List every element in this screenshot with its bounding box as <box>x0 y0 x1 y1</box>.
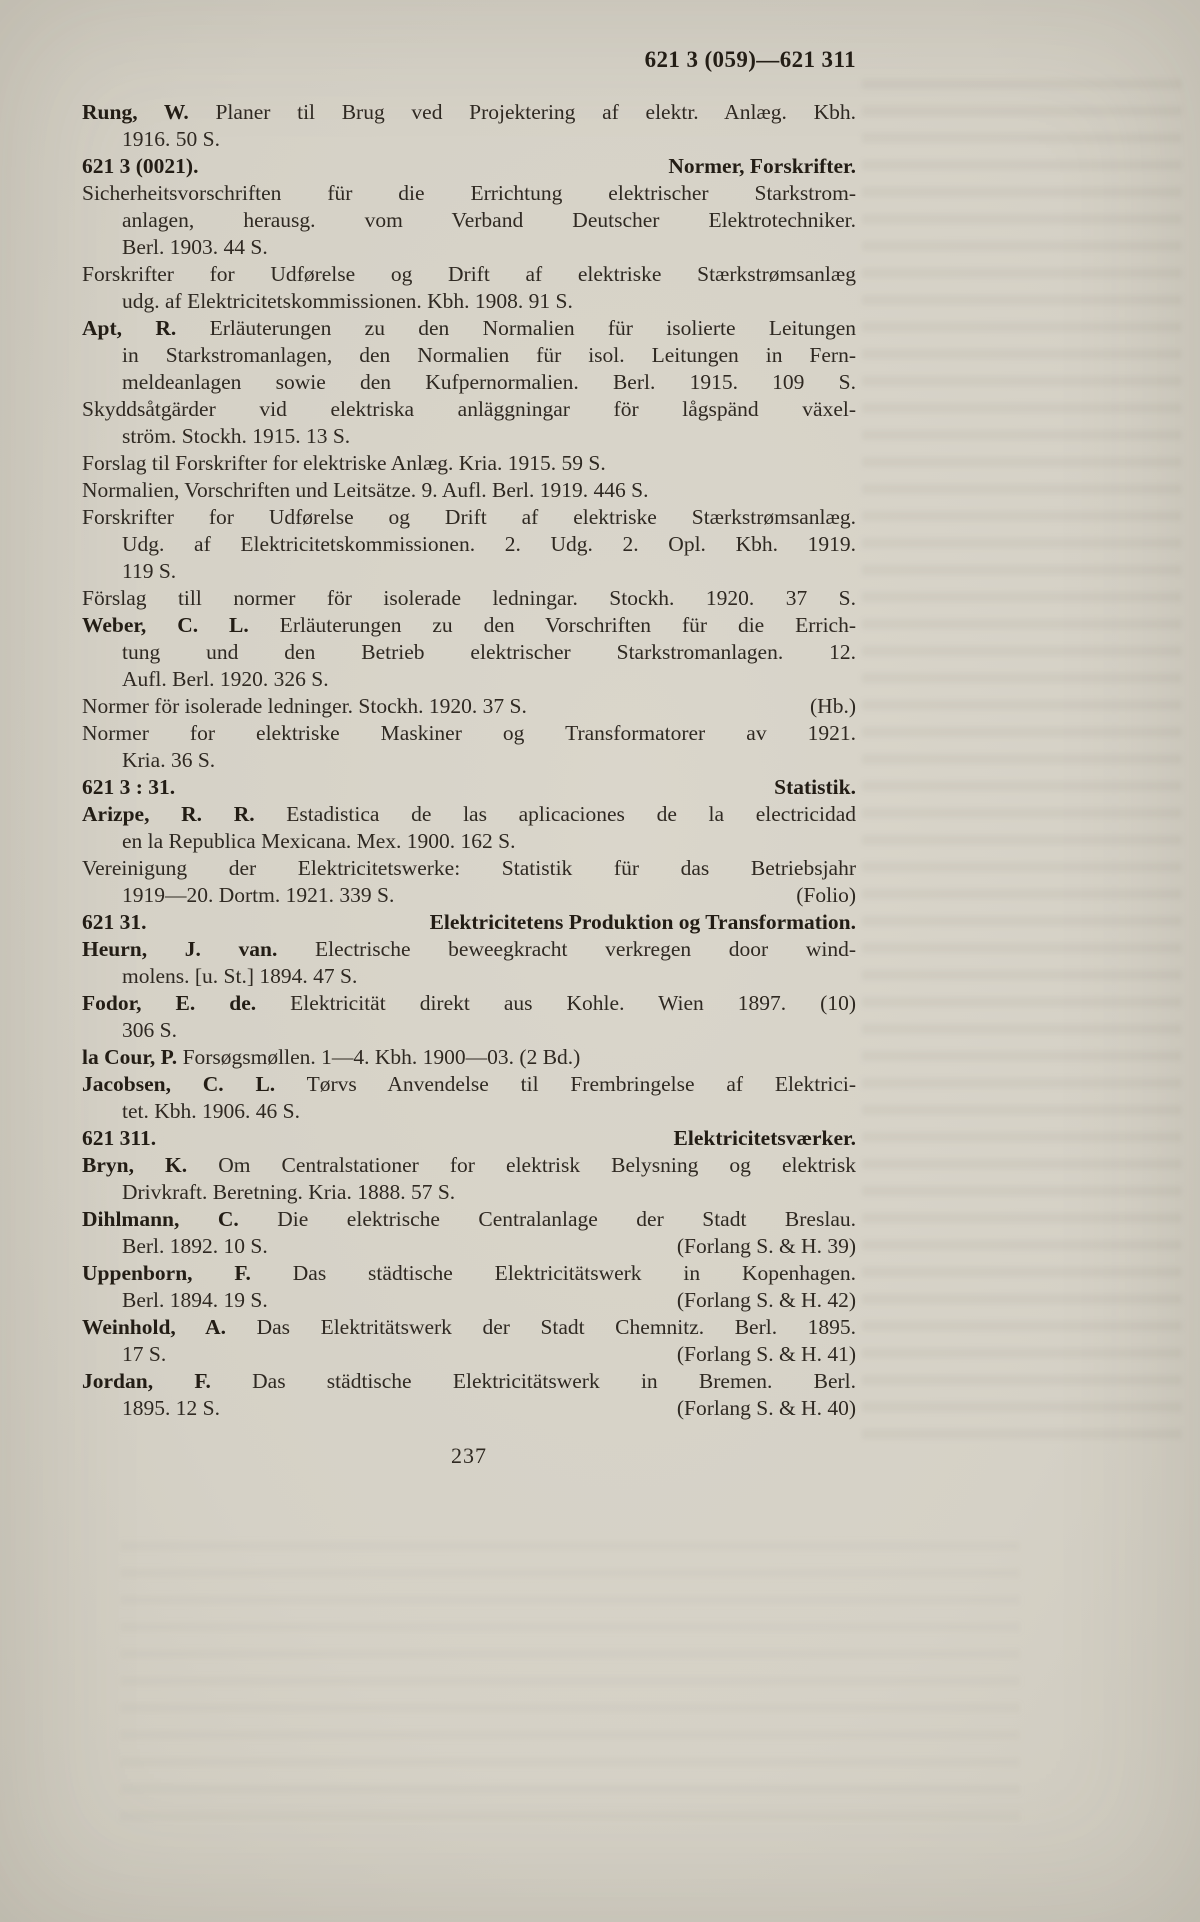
section-heading <box>82 153 856 180</box>
entry-line: Aufl. Berl. 1920. 326 S. <box>122 667 329 691</box>
author-name: Arizpe, R. R. <box>82 802 255 826</box>
entry-line: Weinhold, A. Das Elektritätswerk der Stadt Chemnitz. Berl. 1895. <box>82 1315 856 1339</box>
entry-line: Bryn, K. Om Centralstationer for elektrisk Belysning og elektrisk <box>82 1153 856 1177</box>
author-name: Weinhold, A. <box>82 1315 227 1339</box>
author-name: Heurn, J. van. <box>82 937 278 961</box>
entry-line: Forskrifter for Udførelse og Drift af elektriske Stærkstrømsanlæg. <box>82 505 856 529</box>
entry-line <box>82 1341 856 1368</box>
entry-right-note: (Forlang S. & H. 42) <box>676 1288 856 1312</box>
entry-line: 119 S. <box>122 559 177 583</box>
entry-line <box>82 1395 856 1422</box>
entry-line: Vereinigung der Elektricitetswerke: Statistik für das Betriebsjahr <box>82 856 856 880</box>
author-name: Rung, W. <box>82 100 189 124</box>
entry-right-note: (Forlang S. & H. 40) <box>676 1396 856 1420</box>
entry-line: la Cour, P. Forsøgsmøllen. 1—4. Kbh. 1900—03. (2 Bd.) <box>82 1045 581 1069</box>
section-code: 621 3 : 31. <box>82 775 176 799</box>
page-bleedthrough-artifact <box>120 1532 1020 1832</box>
entry-line: 306 S. <box>122 1018 177 1042</box>
author-name: Fodor, E. de. <box>82 991 257 1015</box>
entry-line <box>82 1233 856 1260</box>
entry-line: Rung, W. Planer til Brug ved Projektering af elektr. Anlæg. Kbh. <box>82 100 856 124</box>
entry-line: ström. Stockh. 1915. 13 S. <box>122 424 351 448</box>
entry-line: Dihlmann, C. Die elektrische Centralanlage der Stadt Breslau. <box>82 1207 856 1231</box>
entry-line: Uppenborn, F. Das städtische Elektricitätswerk in Kopenhagen. <box>82 1261 856 1285</box>
author-name: Apt, R. <box>82 316 177 340</box>
entry-line: Weber, C. L. Erläuterungen zu den Vorschriften für die Errich- <box>82 613 857 637</box>
entry-line: Udg. af Elektricitetskommissionen. 2. Udg. 2. Opl. Kbh. 1919. <box>122 532 856 556</box>
author-name: la Cour, P. <box>82 1045 178 1069</box>
section-code: 621 311. <box>82 1126 157 1150</box>
entry-line: anlagen, herausg. vom Verband Deutscher Elektrotechniker. <box>122 208 856 232</box>
entry-text: 1895. 12 S. <box>122 1396 220 1420</box>
section-title: Elektricitetens Produktion og Transformation. <box>429 910 856 934</box>
author-name: Uppenborn, F. <box>82 1261 251 1285</box>
page-number: 237 <box>451 1443 487 1468</box>
entry-line: molens. [u. St.] 1894. 47 S. <box>122 964 358 988</box>
entry-line: Forskrifter for Udførelse og Drift af elektriske Stærkstrømsanlæg <box>82 262 856 286</box>
entry-line: 1916. 50 S. <box>122 127 220 151</box>
section-title: Normer, Forskrifter. <box>668 154 856 178</box>
entry-line: Drivkraft. Beretning. Kria. 1888. 57 S. <box>122 1180 456 1204</box>
entry-right-note: (Forlang S. & H. 41) <box>676 1342 856 1366</box>
author-name: Jacobsen, C. L. <box>82 1072 276 1096</box>
author-name: Dihlmann, C. <box>82 1207 239 1231</box>
entry-line: in Starkstromanlagen, den Normalien für isol. Leitungen in Fern- <box>122 343 856 367</box>
section-heading <box>82 909 856 936</box>
entry-line: Fodor, E. de. Elektricität direkt aus Kohle. Wien 1897. (10) <box>82 991 856 1015</box>
author-name: Weber, C. L. <box>82 613 249 637</box>
section-title: Statistik. <box>774 775 856 799</box>
entry-line: Berl. 1903. 44 S. <box>122 235 268 259</box>
entry-right-note: (Hb.) <box>810 694 856 718</box>
entry-line: Normer for elektriske Maskiner og Transformatorer av 1921. <box>82 721 856 745</box>
bibliography-column <box>82 46 856 1469</box>
entry-line <box>82 693 856 720</box>
entry-text: Berl. 1892. 10 S. <box>122 1234 268 1258</box>
entry-right-note: (Forlang S. & H. 39) <box>676 1234 856 1258</box>
entry-right-note: (Folio) <box>796 883 856 907</box>
page-header-classification: 621 3 (059)—621 311 <box>644 47 856 72</box>
entry-text: 17 S. <box>122 1342 167 1366</box>
entry-line: Heurn, J. van. Electrische beweegkracht verkregen door wind- <box>82 937 856 961</box>
entry-text: 1919—20. Dortm. 1921. 339 S. <box>122 883 395 907</box>
entry-line: en la Republica Mexicana. Mex. 1900. 162 S. <box>122 829 516 853</box>
entry-line <box>82 1287 856 1314</box>
entry-line: Kria. 36 S. <box>122 748 216 772</box>
entry-line: Arizpe, R. R. Estadistica de las aplicaciones de la electricidad <box>82 802 856 826</box>
entry-line: Förslag till normer för isolerade ledningar. Stockh. 1920. 37 S. <box>82 586 856 610</box>
section-code: 621 3 (0021). <box>82 154 199 178</box>
section-title: Elektricitetsværker. <box>673 1126 856 1150</box>
author-name: Bryn, K. <box>82 1153 188 1177</box>
section-code: 621 31. <box>82 910 147 934</box>
entry-line: Apt, R. Erläuterungen zu den Normalien für isolierte Leitungen <box>82 316 857 340</box>
entry-line: tet. Kbh. 1906. 46 S. <box>122 1099 300 1123</box>
page-bleedthrough-artifact <box>862 70 1182 1450</box>
entry-line: udg. af Elektricitetskommissionen. Kbh. 1908. 91 S. <box>122 289 573 313</box>
author-name: Jordan, F. <box>82 1369 211 1393</box>
entry-line: Jacobsen, C. L. Tørvs Anvendelse til Frembringelse af Elektrici- <box>82 1072 856 1096</box>
entry-line: tung und den Betrieb elektrischer Starkstromanlagen. 12. <box>122 640 856 664</box>
entry-line: Forslag til Forskrifter for elektriske Anlæg. Kria. 1915. 59 S. <box>82 451 606 475</box>
bibliography-lines <box>82 99 856 1422</box>
section-heading <box>82 774 856 801</box>
entry-line: Jordan, F. Das städtische Elektricitätswerk in Bremen. Berl. <box>82 1369 856 1393</box>
entry-line: meldeanlagen sowie den Kufpernormalien. Berl. 1915. 109 S. <box>122 370 856 394</box>
entry-line: Sicherheitsvorschriften für die Errichtung elektrischer Starkstrom- <box>82 181 856 205</box>
entry-text: Normer för isolerade ledninger. Stockh. 1920. 37 S. <box>82 694 527 718</box>
entry-line <box>82 882 856 909</box>
section-heading <box>82 1125 856 1152</box>
entry-line: Normalien, Vorschriften und Leitsätze. 9. Aufl. Berl. 1919. 446 S. <box>82 478 649 502</box>
entry-line: Skyddsåtgärder vid elektriska anläggningar för lågspänd växel- <box>82 397 856 421</box>
entry-text: Berl. 1894. 19 S. <box>122 1288 268 1312</box>
